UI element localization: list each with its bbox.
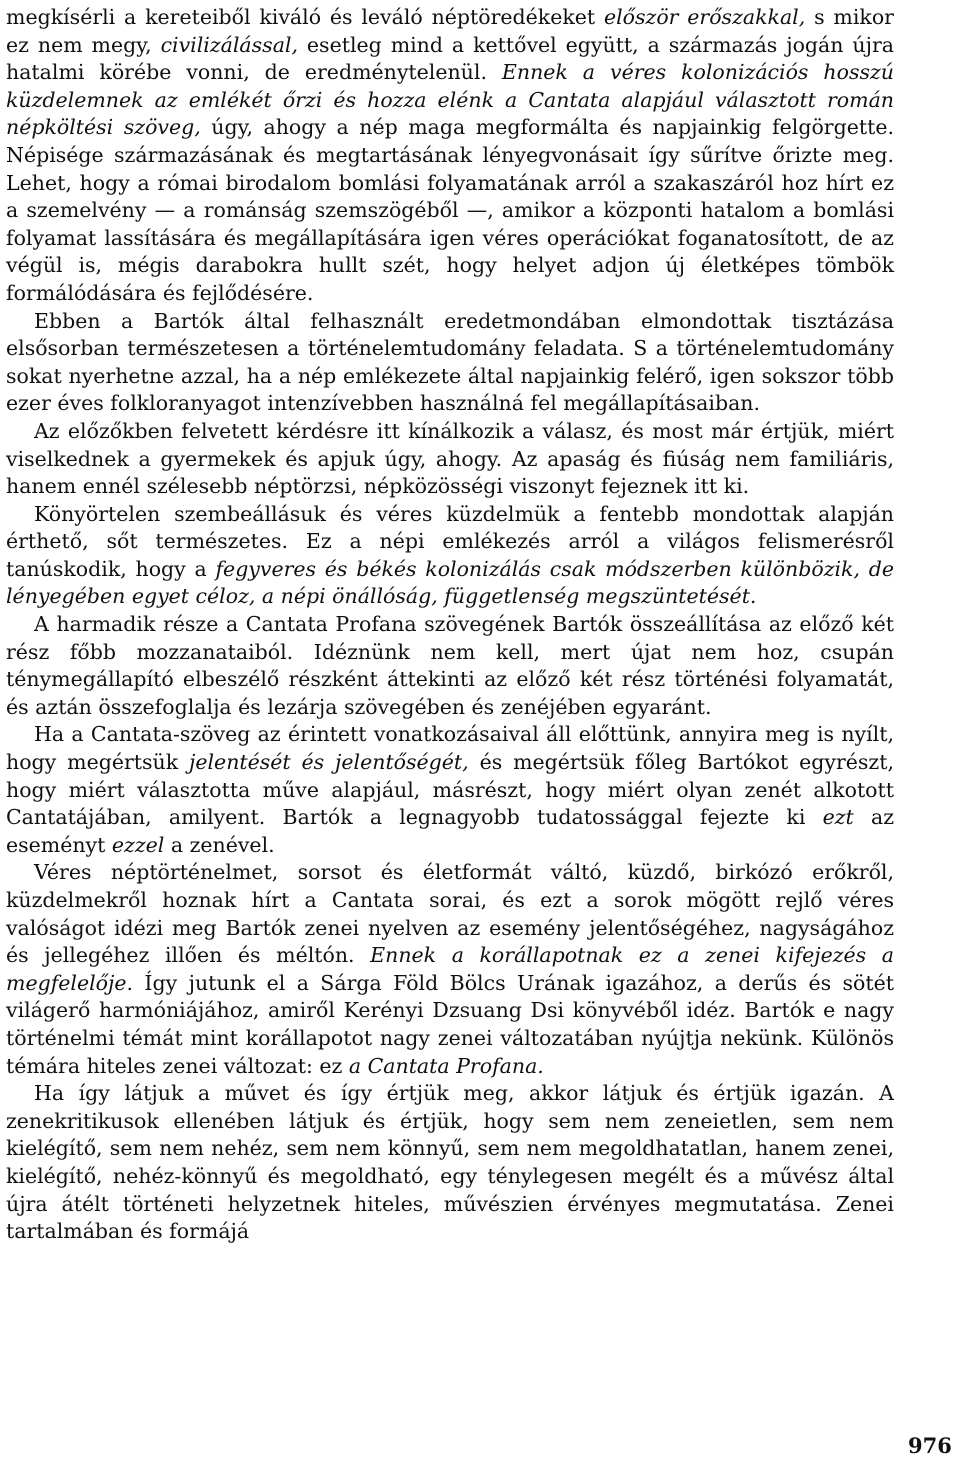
page-number: 976 <box>908 1433 952 1458</box>
text-run: A harmadik része a Cantata Profana szövegének Bartók összeállítása az előző két rész főbb mozzanataiból. Idéznünk nem kell, mert újat nem hoz, csupán ténymegállapító elbeszélő részként áttekinti az előző két rész történési folyamatát, és aztán összefoglalja és lezárja szövegében és zenéjében egyaránt. <box>6 612 894 719</box>
text-run: Ha így látjuk a művet és így értjük meg, akkor látjuk és értjük igazán. A zenekritikusok ellenében látjuk és értjük, hogy sem nem zeneietlen, sem nem kielégítő, sem nem nehéz, sem nem könnyű, sem nem megoldhatatlan, hanem zenei, kielégítő, nehéz-könnyű és megoldható, egy ténylegesen megélt és a művész által újra átélt történeti helyzetnek hiteles, művészien érvényes megmutatása. Zenei tartalmában és formájá <box>6 1081 894 1244</box>
text-run: és megértsük főleg Bartókot egyrészt, hogy miért választotta műve alapjául, másrészt, hogy miért olyan zenét alkotott Cantatájában, amilyent. Bartók a legnagyobb tudatossággal fejezte ki <box>6 750 894 830</box>
text-run: az eseményt <box>6 805 894 857</box>
italic-text: ezzel <box>111 832 165 857</box>
italic-text: Ennek a véres kolonizációs hosszú küzdelemnek az emlékét őrzi és hozza elénk a Cantata alapjául választott román népköltési szöveg, <box>6 60 895 140</box>
paragraph-2 <box>6 308 894 418</box>
text-run: Könyörtelen szembeállásuk és véres küzdelmük a fentebb mondottak alapján érthető, sőt természetes. Ez a népi emlékezés arról a világos felismerésről tanúskodik, hogy a <box>6 501 894 581</box>
paragraph-1 <box>6 4 894 308</box>
italic-text: Ennek a korállapotnak ez a zenei kifejezés a megfelelője. <box>6 943 894 995</box>
paragraph-5 <box>6 611 894 721</box>
italic-text: a Cantata Profana. <box>348 1053 544 1078</box>
page-text <box>6 4 894 1246</box>
text-run: Ebben a Bartók által felhasznált eredetmondában elmondottak tisztázása elsősorban természetesen a történelemtudomány feladata. S a történelemtudomány sokat nyerhetne azzal, ha a nép emlékezete által napjainkig felérő, igen sokszor több ezer éves folkloranyagot intenzívebben használná fel megállapításaiban. <box>6 308 894 416</box>
paragraph-3 <box>6 418 894 501</box>
text-run: Ha a Cantata-szöveg az érintett vonatkozásaival áll előttünk, annyira meg is nyílt, hogy megértsük <box>6 722 894 775</box>
italic-text: először erőszakkal, <box>603 5 806 29</box>
italic-text: fegyveres és békés kolonizálás csak módszerben különbözik, de lényegében egyet céloz, a népi önállóság, függetlenség megszüntetését. <box>6 556 894 609</box>
text-run: s mikor ez nem megy, <box>6 5 894 57</box>
text-run: Így jutunk el a Sárga Föld Bölcs Urának igazához, a derűs és sötét világerő harmóniájához, amiről Kerényi Dzsuang Dsi könyvéből idéz. Bartók e nagy történelmi témát mint korállapotot nagy zenei változatában nyújtja nekünk. Különös témára hiteles zenei változat: ez <box>6 970 894 1078</box>
paragraph-7 <box>6 859 894 1080</box>
paragraph-4 <box>6 501 894 611</box>
paragraph-8 <box>6 1080 894 1246</box>
italic-text: ezt <box>822 805 854 830</box>
text-run: Véres néptörténelmet, sorsot és életformát váltó, küzdő, birkózó erőkről, küzdelmekről hoznak hírt a Cantata sorai, és ezt a sorok mögött rejlő véres valóságot idézi meg Bartók zenei nyelven az esemény jelentőségéhez, nagyságához és jellegéhez illően és méltón. <box>6 860 894 968</box>
italic-text: civilizálással, <box>160 32 298 57</box>
text-run: Az előzőkben felvetett kérdésre itt kínálkozik a válasz, és most már értjük, miért viselkednek a gyermekek és apjuk úgy, ahogy. Az apaság és fiúság nem familiáris, hanem ennél szélesebb néptörzsi, népközösségi viszonyt fejeznek itt ki. <box>6 418 894 499</box>
text-run: úgy, ahogy a nép maga megformálta és napjainkig felgörgette. Népisége származásának és megtartásának lényegvonásait így sűrítve őrizte meg. Lehet, hogy a római birodalom bomlási folyamatának arról a szakaszáról hoz hírt ez a szemelvény — a románság szemszögéből —, amikor a központi hatalom a bomlási folyamat lassítására és megállapítására igen véres operációkat foganatosított, de az végül is, mégis darabokra hullt szét, hogy helyet adjon új életképes tömbök formálódására és fejlődésére. <box>6 115 894 305</box>
paragraph-6 <box>6 721 894 859</box>
text-run: esetleg mind a kettővel együtt, a származás jogán újra hatalmi körébe vonni, de eredménytelenül. <box>6 32 894 85</box>
italic-text: jelentését és jelentőségét, <box>189 750 469 775</box>
text-run: a zenével. <box>164 832 275 857</box>
text-run: megkísérli a kereteiből kiváló és leváló néptöredékeket <box>6 5 604 29</box>
